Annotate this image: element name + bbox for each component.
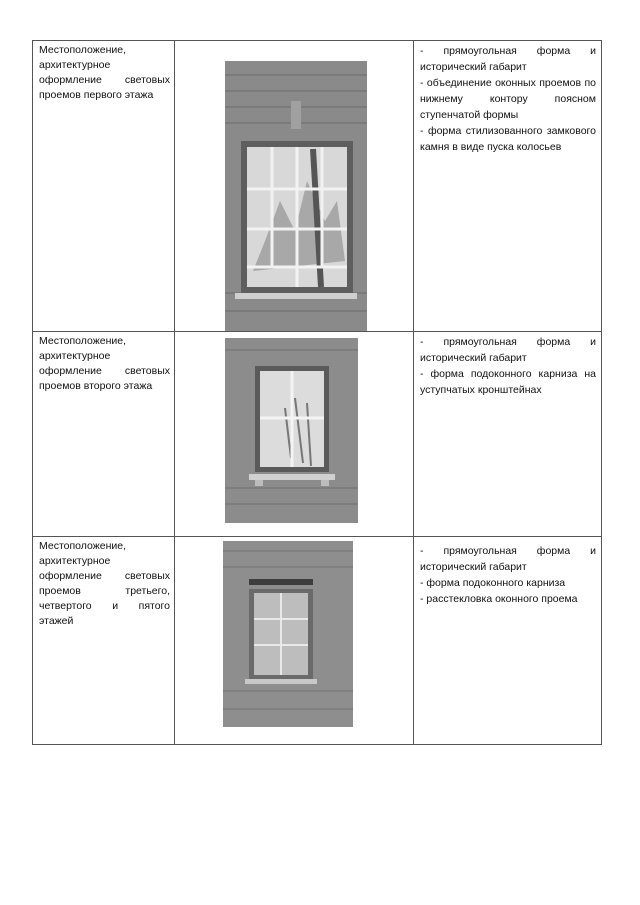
feature-item: - объединение оконных проемов по нижнему контору поясном ступенчатой формы <box>420 77 596 121</box>
features-cell <box>414 332 602 537</box>
table-row <box>33 41 602 332</box>
feature-item: - прямоугольная форма и исторический габарит <box>420 45 596 73</box>
feature-item: - прямоугольная форма и исторический габарит <box>420 545 596 573</box>
feature-item: - прямоугольная форма и исторический габарит <box>420 336 596 364</box>
upper-floors-window-photo <box>223 541 413 727</box>
features-cell <box>414 41 602 332</box>
features-cell <box>414 537 602 745</box>
feature-item: - расстекловка оконного проема <box>420 593 578 605</box>
row-label: Местоположение, архитектурное оформление световых проемов второго этажа <box>33 332 175 537</box>
second-floor-window-photo <box>225 338 413 523</box>
window-features-table <box>32 40 602 745</box>
table-row <box>33 332 602 537</box>
photo-cell <box>175 537 414 745</box>
feature-item: - форма подоконного карниза на уступчатых кронштейнах <box>420 368 596 396</box>
first-floor-window-photo <box>225 61 413 331</box>
row-label: Местоположение, архитектурное оформление световых проемов третьего, четвертого и пятого этажей <box>33 537 175 745</box>
photo-cell <box>175 41 414 332</box>
row-label: Местоположение, архитектурное оформление световых проемов первого этажа <box>33 41 175 332</box>
feature-item: - форма подоконного карниза <box>420 577 566 589</box>
photo-cell <box>175 332 414 537</box>
table-row <box>33 537 602 745</box>
feature-item: - форма стилизованного замкового камня в виде пуска колосьев <box>420 125 596 153</box>
